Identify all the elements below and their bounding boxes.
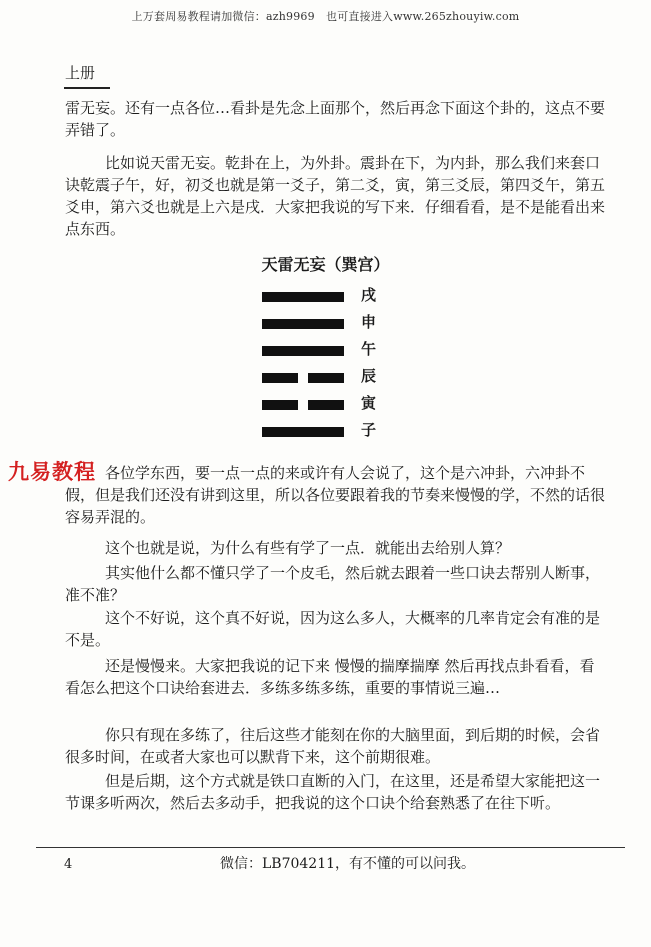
paragraph-3: 各位学东西，要一点一点的来或许有人会说了，这个是六冲卦，六冲卦不假，但是我们还没有讲到这里，所以各位要跟着我的节奏来慢慢的学，不然的话很容易弄混的。: [65, 464, 606, 526]
watermark-logo: 九易教程: [8, 456, 98, 486]
paragraph-1: 雷无妄。还有一点各位…看卦是先念上面那个，然后再念下面这个卦的，这点不要弄错了。: [65, 99, 606, 139]
header-note: 上万套周易教程请加微信：azh9969 也可直接进入www.265zhouyiw.com: [131, 10, 520, 23]
yang-line: [262, 292, 344, 302]
paragraph-2: 比如说天雷无妄。乾卦在上，为外卦。震卦在下，为内卦，那么我们来套口诀乾震子午，好，初爻也就是第一爻子，第二爻，寅，第三爻辰，第四爻午，第五爻申，第六爻也就是上六是戌．大家把我说的写下来．仔细看看，是不是能看出来点东西。: [65, 154, 606, 238]
earthly-branch-label: 子: [361, 421, 377, 439]
hexagram-title: 天雷无妄（巽宫）: [261, 255, 390, 274]
paragraph-6: 这个不好说，这个真不好说，因为这么多人，大概率的几率肯定会有准的是不是。: [65, 609, 601, 649]
yin-line-left: [262, 400, 298, 410]
earthly-branch-label: 午: [361, 340, 377, 358]
footer-contact: 微信：LB704211，有不懂的可以问我。: [220, 856, 476, 872]
yin-line-right: [308, 373, 344, 383]
paragraph-7: 还是慢慢来。大家把我说的记下来 慢慢的揣摩揣摩 然后再找点卦看看，看看怎么把这个口诀给套进去．多练多练多练，重要的事情说三遍…: [65, 657, 595, 697]
section-label: 上册: [65, 64, 96, 82]
page-number: 4: [64, 857, 73, 872]
yin-line-right: [308, 400, 344, 410]
earthly-branch-label: 寅: [361, 394, 377, 412]
paragraph-9: 但是后期，这个方式就是铁口直断的入门，在这里，还是希望大家能把这一节课多听两次，然后去多动手，把我说的这个口诀个给套熟悉了在往下听。: [65, 772, 601, 812]
footer-divider: [36, 847, 625, 848]
yang-line: [262, 346, 344, 356]
paragraph-4: 这个也就是说，为什么有些有学了一点．就能出去给别人算？: [105, 539, 511, 557]
earthly-branch-label: 戌: [361, 286, 377, 304]
earthly-branch-label: 申: [361, 313, 377, 331]
yang-line: [262, 427, 344, 437]
yang-line: [262, 319, 344, 329]
paragraph-5: 其实他什么都不懂只学了一个皮毛，然后就去跟着一些口诀去帮别人断事，准不准？: [65, 564, 601, 604]
section-underline: [64, 87, 110, 89]
earthly-branch-label: 辰: [361, 367, 377, 385]
paragraph-8: 你只有现在多练了，往后这些才能刻在你的大脑里面，到后期的时候，会省很多时间，在或者大家也可以默背下来，这个前期很难。: [65, 726, 601, 766]
yin-line-left: [262, 373, 298, 383]
